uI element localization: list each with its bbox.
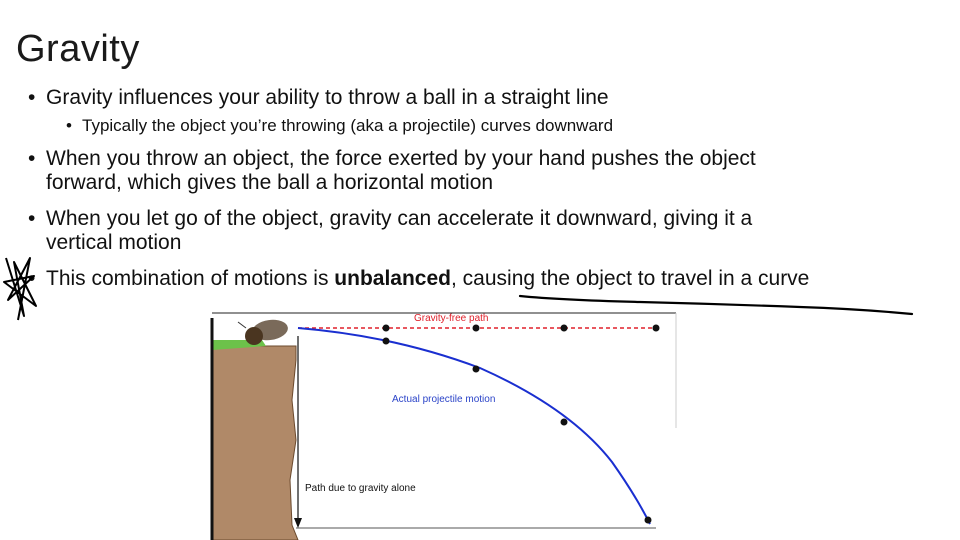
trajectory-dot [473, 325, 480, 332]
bullet-text-line2: forward, which gives the ball a horizontal motion [46, 171, 494, 194]
bullet-text-before: This combination of motions is [46, 267, 335, 290]
bullet-text-after: , causing the object to travel in a curve [451, 267, 810, 290]
trajectory-dot [383, 338, 390, 345]
bullet-text: Gravity influences your ability to throw a ball in a straight line [46, 86, 609, 109]
bullet-glyph: • [28, 86, 36, 109]
bullet-glyph: • [28, 147, 36, 170]
cannon-wheel [245, 327, 263, 345]
bullet-text-line1: When you throw an object, the force exerted by your hand pushes the object [46, 147, 756, 170]
trajectory-dot [561, 325, 568, 332]
bullet-glyph: • [66, 116, 72, 135]
bullet-text-line1: When you let go of the object, gravity can accelerate it downward, giving it a [46, 207, 753, 230]
bullet-text-strong: unbalanced [334, 267, 451, 290]
actual-trajectory-label: Actual projectile motion [392, 394, 496, 405]
trajectory-dot [473, 366, 480, 373]
gravity-free-label: Gravity-free path [414, 313, 489, 324]
gravity-alone-label: Path due to gravity alone [305, 483, 416, 494]
trajectory-dot [653, 325, 660, 332]
bullet-glyph: • [28, 267, 36, 290]
cliff-shape [212, 346, 298, 540]
trajectory-dot [383, 325, 390, 332]
bullet-text-line2: vertical motion [46, 231, 182, 254]
trajectory-dot [645, 517, 652, 524]
bullet-glyph: • [28, 207, 36, 230]
trajectory-dot [561, 419, 568, 426]
slide-title: Gravity [16, 28, 140, 70]
bullet-text: Typically the object you’re throwing (aka a projectile) curves downward [82, 116, 614, 135]
